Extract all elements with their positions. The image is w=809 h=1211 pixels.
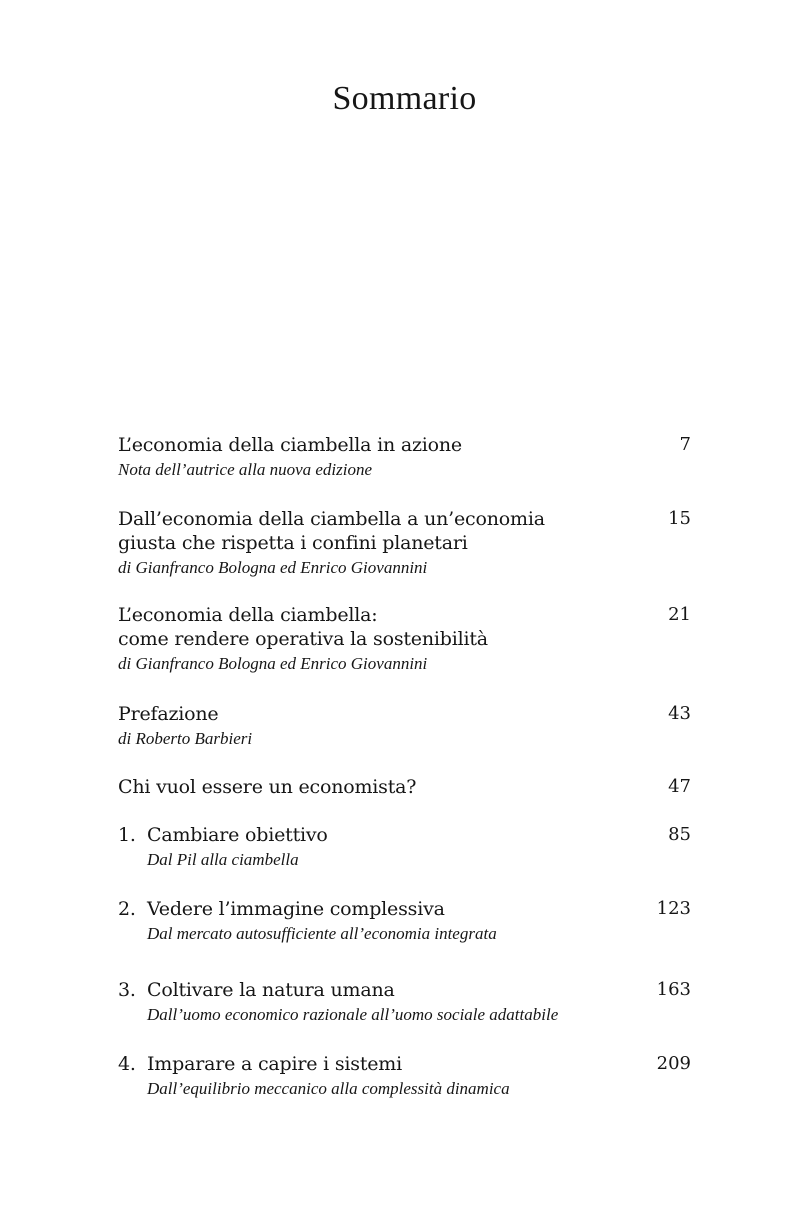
entry-subtitle: Nota dell’autrice alla nuova edizione [118, 460, 373, 479]
entry-page-number: 7 [679, 434, 691, 455]
entry-title [118, 823, 328, 847]
entry-page-number: 85 [668, 824, 691, 845]
entry-page-number: 43 [668, 703, 691, 724]
entry-title [118, 702, 218, 726]
entry-subtitle: di Gianfranco Bologna ed Enrico Giovannini [118, 654, 428, 673]
toc-entry-economista[interactable] [118, 775, 691, 799]
chapter-number: 1. [118, 824, 136, 846]
entry-title [118, 1052, 402, 1076]
entry-title-line: L’economia della ciambella in azione [118, 434, 462, 456]
toc-entry-chapter-1[interactable] [118, 823, 691, 871]
entry-title-line: giusta che rispetta i confini planetari [118, 532, 468, 554]
entry-page-number: 47 [668, 776, 691, 797]
entry-title [118, 507, 545, 555]
entry-page-number: 123 [656, 898, 691, 919]
entry-title-line: come rendere operativa la sostenibilità [118, 628, 488, 650]
toc-entry-sostenibilita[interactable] [118, 603, 691, 675]
entry-title-line: Coltivare la natura umana [147, 979, 395, 1001]
entry-title-line: Vedere l’immagine complessiva [147, 898, 445, 920]
entry-title-line: Cambiare obiettivo [147, 824, 328, 846]
entry-title-line: L’economia della ciambella: [118, 604, 378, 626]
entry-title [118, 897, 445, 921]
entry-title-line: Chi vuol essere un economista? [118, 776, 417, 798]
entry-title-line: Imparare a capire i sistemi [147, 1053, 402, 1075]
entry-subtitle: di Roberto Barbieri [118, 729, 253, 748]
toc-entry-prefazione[interactable] [118, 702, 691, 750]
entry-subtitle: Dal mercato autosufficiente all’economia integrata [147, 924, 497, 943]
chapter-number: 3. [118, 979, 136, 1001]
toc-entry-chapter-2[interactable] [118, 897, 691, 945]
entry-title [118, 978, 395, 1002]
entry-title-line: Dall’economia della ciambella a un’economia [118, 508, 545, 530]
entry-page-number: 21 [668, 604, 691, 625]
entry-subtitle: di Gianfranco Bologna ed Enrico Giovannini [118, 558, 428, 577]
toc-entry-azione[interactable] [118, 433, 691, 481]
toc-entry-chapter-3[interactable] [118, 978, 691, 1026]
entry-subtitle: Dal Pil alla ciambella [147, 850, 299, 869]
entry-title [118, 775, 416, 799]
entry-subtitle: Dall’equilibrio meccanico alla complessità dinamica [147, 1079, 510, 1098]
entry-page-number: 209 [656, 1053, 691, 1074]
entry-page-number: 15 [668, 508, 691, 529]
chapter-number: 2. [118, 898, 136, 920]
page-title: Sommario [332, 80, 477, 117]
toc-entry-chapter-4[interactable] [118, 1052, 691, 1100]
entry-page-number: 163 [656, 979, 691, 1000]
entry-title-line: Prefazione [118, 703, 219, 725]
toc-entry-confini-planetari[interactable] [118, 507, 691, 579]
entry-subtitle: Dall’uomo economico razionale all’uomo sociale adattabile [147, 1005, 559, 1024]
chapter-number: 4. [118, 1053, 136, 1075]
entry-title [118, 433, 462, 457]
entry-title [118, 603, 488, 651]
